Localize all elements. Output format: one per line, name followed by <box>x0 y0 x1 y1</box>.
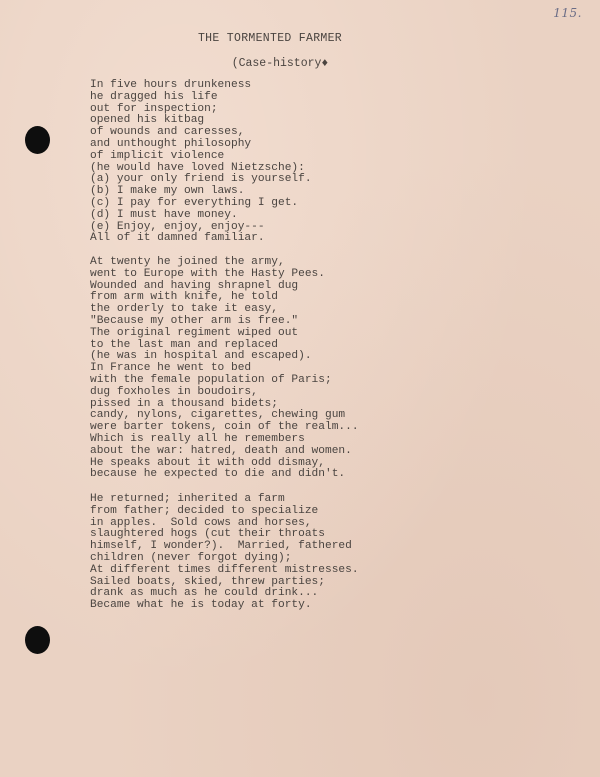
poem-line: from arm with knife, he told <box>90 291 278 304</box>
stanza-3 <box>90 494 490 612</box>
page-number: 115. <box>553 6 582 20</box>
poem-line: (d) I must have money. <box>90 208 238 221</box>
poem-line: himself, I wonder?). Married, fathered <box>90 540 352 553</box>
poem-line: from father; decided to specialize <box>90 504 319 517</box>
poem-line: He returned; inherited a farm <box>90 493 285 505</box>
poem-line: (b) I make my own laws. <box>90 185 245 198</box>
poem-line: opened his kitbag <box>90 114 205 127</box>
poem-line: to the last man and replaced <box>90 338 278 351</box>
poem-line: candy, nylons, cigarettes, chewing gum <box>90 409 346 422</box>
poem-line: (he would have loved Nietzsche): <box>90 161 305 174</box>
poem-line: went to Europe with the Hasty Pees. <box>90 267 325 280</box>
poem-line: and unthought philosophy <box>90 137 252 150</box>
poem-line: with the female population of Paris; <box>90 373 332 386</box>
poem-line: pissed in a thousand bidets; <box>90 397 278 410</box>
punch-hole-bottom <box>25 626 50 654</box>
poem-line: Wounded and having shrapnel dug <box>90 279 299 292</box>
poem-line: (he was in hospital and escaped). <box>90 350 312 363</box>
poem-line: "Because my other arm is free." <box>90 314 299 327</box>
poem-line: (a) your only friend is yourself. <box>90 173 312 186</box>
poem-line: the orderly to take it easy, <box>90 303 278 316</box>
poem-line: At different times different mistresses. <box>90 563 359 576</box>
poem-line: In France he went to bed <box>90 362 252 375</box>
poem-line: because he expected to die and didn't. <box>90 468 346 481</box>
poem-line: in apples. Sold cows and horses, <box>90 516 312 529</box>
poem-line: out for inspection; <box>90 102 218 115</box>
poem-line: he dragged his life <box>90 90 218 103</box>
poem-line: The original regiment wiped out <box>90 326 299 339</box>
poem-line: were barter tokens, coin of the realm... <box>90 421 359 434</box>
poem-line: (c) I pay for everything I get. <box>90 196 299 209</box>
poem-line: Which is really all he remembers <box>90 432 305 445</box>
poem-line: He speaks about it with odd dismay, <box>90 456 325 469</box>
stanza-1 <box>90 80 490 245</box>
poem-line: At twenty he joined the army, <box>90 256 285 268</box>
poem-line: of implicit violence <box>90 149 225 162</box>
poem-line: slaughtered hogs (cut their throats <box>90 528 325 541</box>
poem-subtitle: (Case-history♦ <box>231 57 329 70</box>
punch-hole-top <box>25 126 50 154</box>
poem-title: THE TORMENTED FARMER <box>197 32 343 45</box>
stanza-2 <box>90 257 490 481</box>
poem-line: Sailed boats, skied, threw parties; <box>90 575 325 588</box>
poem-line: dug foxholes in boudoirs, <box>90 385 258 398</box>
poem-line: (e) Enjoy, enjoy, enjoy--- <box>90 220 265 233</box>
poem-line: children (never forgot dying); <box>90 551 292 564</box>
poem-line: drank as much as he could drink... <box>90 587 319 600</box>
poem-line: about the war: hatred, death and women. <box>90 444 352 457</box>
poem-line: Became what he is today at forty. <box>90 599 312 612</box>
poem-line: of wounds and caresses, <box>90 126 245 139</box>
poem-line: In five hours drunkeness <box>90 79 252 91</box>
poem-line: All of it damned familiar. <box>90 232 265 245</box>
